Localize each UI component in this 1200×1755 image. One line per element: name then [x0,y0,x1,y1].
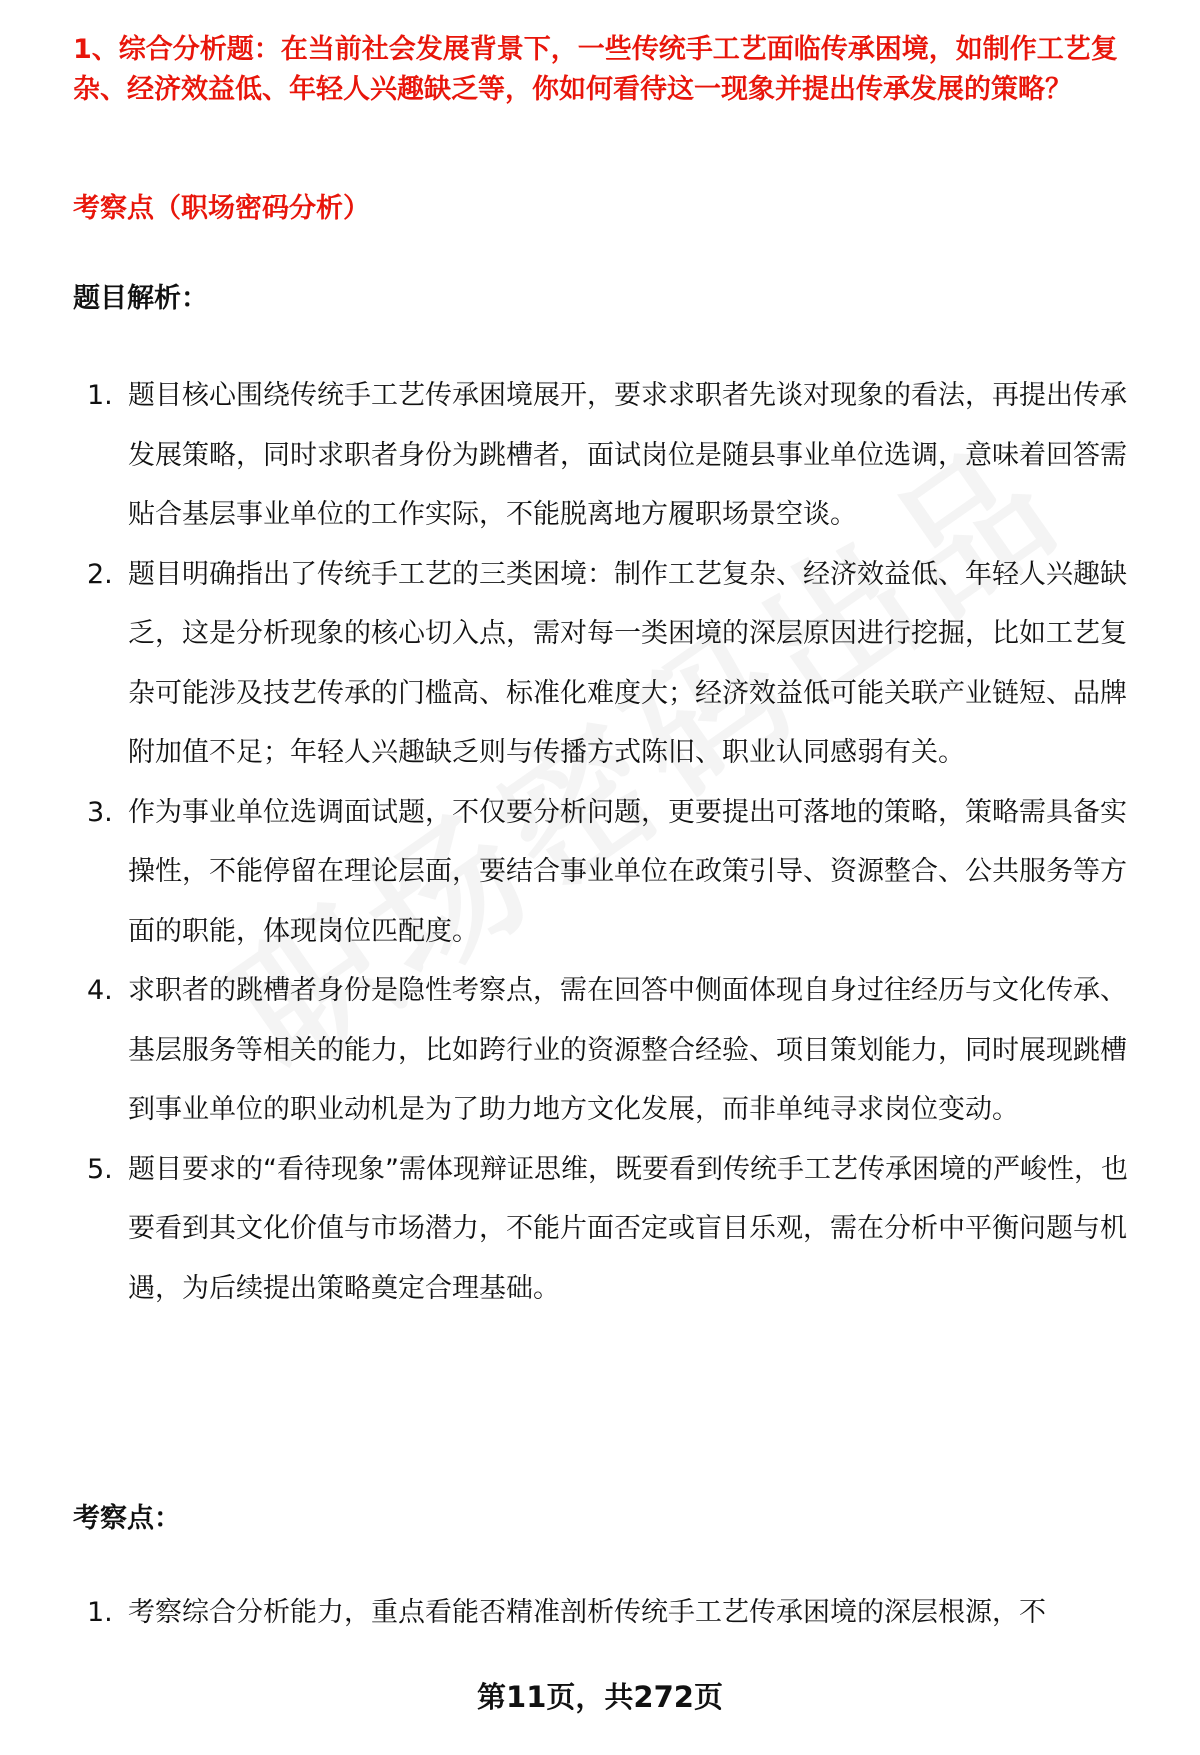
analysis-list [73,366,1143,1318]
list-item-text: 题目核心围绕传统手工艺传承困境展开，要求求职者先谈对现象的看法，再提出传承发展策略，同时求职者身份为跳槽者，面试岗位是随县事业单位选调，意味着回答需贴合基层事业单位的工作实际，不能脱离地方履职场景空谈。 [128,380,1127,530]
list-item-number: 1. [87,1597,113,1628]
examination-list [73,1583,1143,1643]
list-item-number: 1. [87,380,113,411]
list-item-text: 作为事业单位选调面试题，不仅要分析问题，更要提出可落地的策略，策略需具备实操性，不能停留在理论层面，要结合事业单位在政策引导、资源整合、公共服务等方面的职能，体现岗位匹配度。 [128,796,1127,947]
list-item-text: 考察综合分析能力，重点看能否精准剖析传统手工艺传承困境的深层根源，不 [128,1597,1046,1628]
page-number: 第11页，共272页 [477,1680,723,1714]
examination-title: 考察点： [73,1503,181,1534]
list-item [73,545,1143,783]
list-item-text: 求职者的跳槽者身份是隐性考察点，需在回答中侧面体现自身过往经历与文化传承、基层服务等相关的能力，比如跨行业的资源整合经验、项目策划能力，同时展现跳槽到事业单位的职业动机是为了助力地方文化发展，而非单纯寻求岗位变动。 [128,975,1127,1125]
list-item-text: 题目要求的“看待现象”需体现辩证思维，既要看到传统手工艺传承困境的严峻性，也要看到其文化价值与市场潜力，不能片面否定或盲目乐观，需在分析中平衡问题与机遇，为后续提出策略奠定合理基础。 [128,1153,1128,1304]
list-item-number: 2. [87,558,113,590]
analysis-title: 题目解析： [73,283,208,314]
list-item-number: 5. [87,1153,113,1185]
list-item-number: 4. [87,975,113,1006]
list-item-number: 3. [87,796,113,828]
list-item-text: 题目明确指出了传统手工艺的三类困境：制作工艺复杂、经济效益低、年轻人兴趣缺乏，这是分析现象的核心切入点，需对每一类困境的深层原因进行挖掘，比如工艺复杂可能涉及技艺传承的门槛高、标准化难度大；经济效益低可能关联产业链短、品牌附加值不足；年轻人兴趣缺乏则与传播方式陈旧、职业认同感弱有关。 [128,558,1127,768]
list-item [73,1583,1143,1643]
focus-heading: 考察点（职场密码分析） [73,193,370,224]
list-item [73,961,1143,1140]
question-text: 1、综合分析题：在当前社会发展背景下，一些传统手工艺面临传承困境，如制作工艺复杂、经济效益低、年轻人兴趣缺乏等，你如何看待这一现象并提出传承发展的策略？ [73,34,1118,105]
list-item [73,366,1143,545]
list-item [73,1140,1143,1319]
list-item [73,783,1143,962]
